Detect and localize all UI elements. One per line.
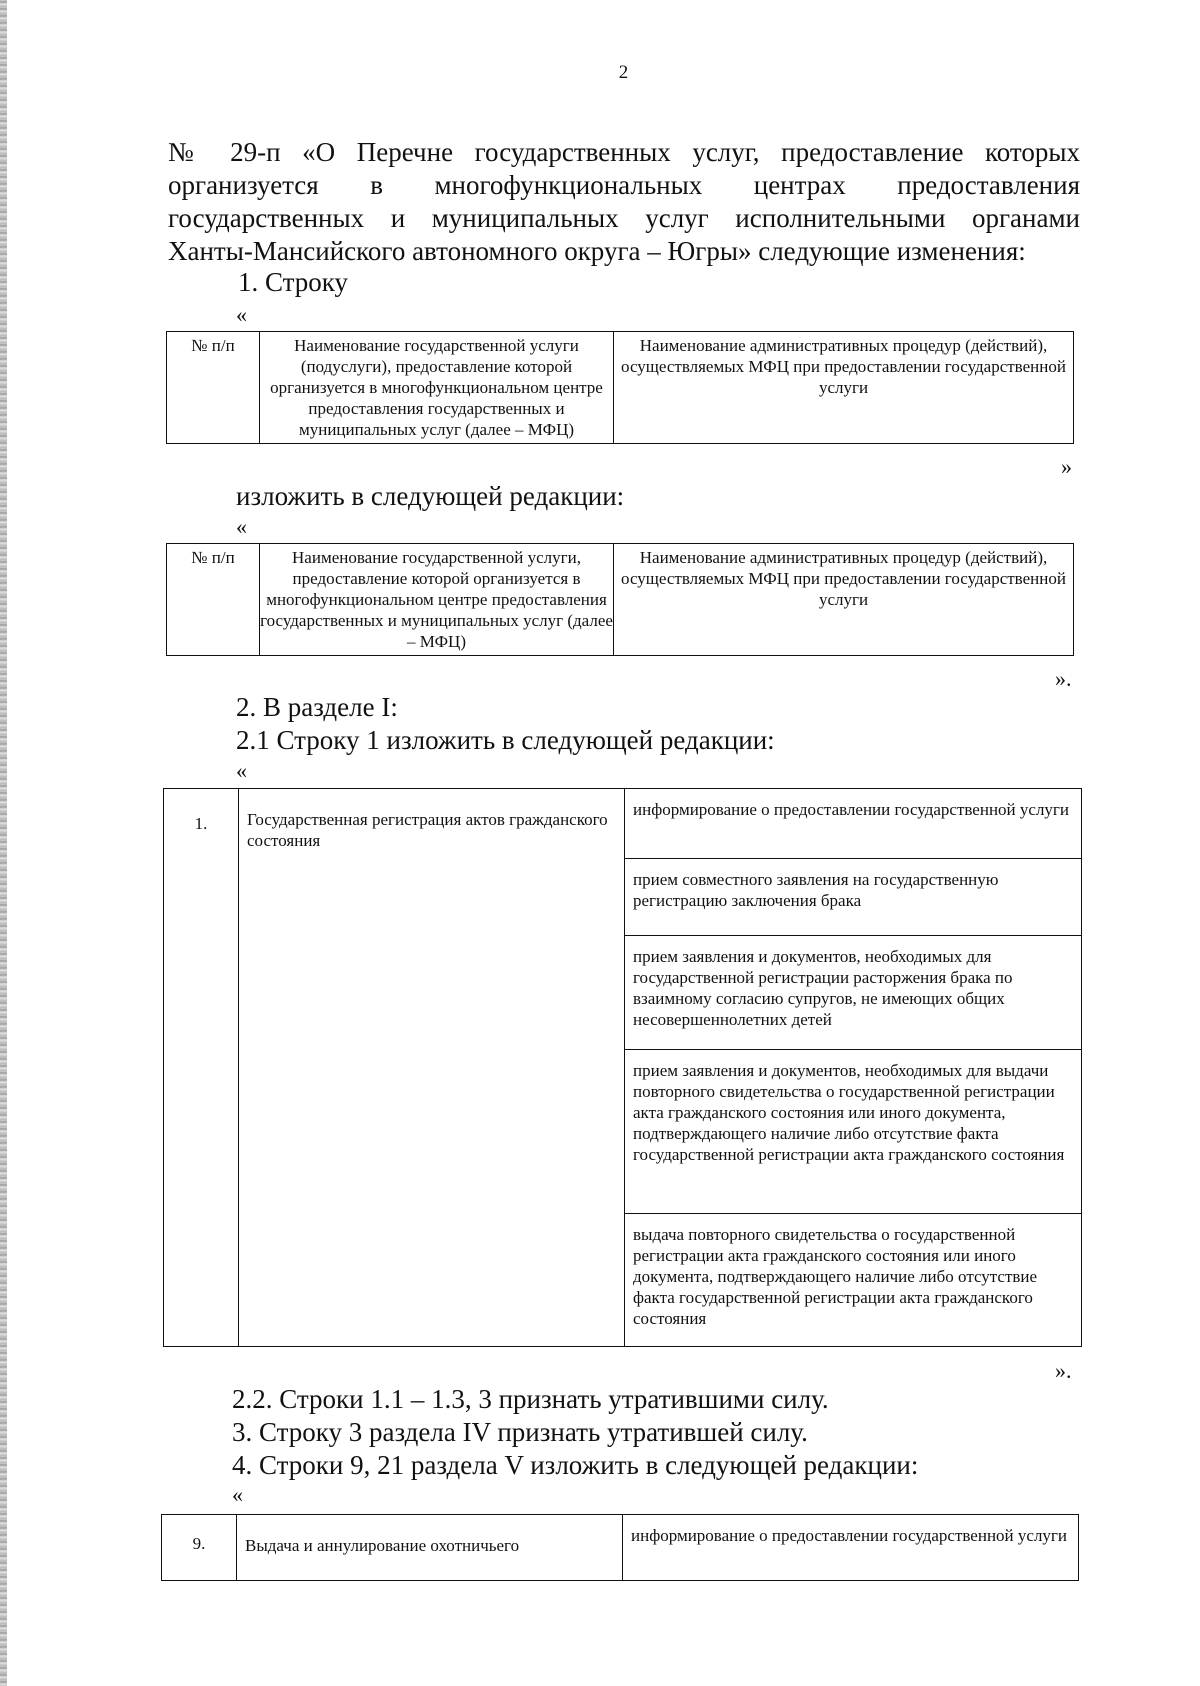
row-1-service-name: Государственная регистрация актов гражданского состояния (239, 789, 625, 1347)
close-quote-2: ». (1055, 666, 1072, 691)
old-header-table (166, 331, 1074, 444)
old-header-num: № п/п (167, 332, 260, 444)
close-quote-1: » (1061, 454, 1072, 479)
new-header-procedures: Наименование административных процедур (действий), осуществляемых МФЦ при предоставлении государственной услуги (614, 544, 1074, 656)
open-quote-4: « (232, 1482, 243, 1507)
intro-line-4: Ханты-Мансийского автономного округа – Югры» следующие изменения: (168, 236, 1026, 266)
open-quote-2: « (236, 514, 247, 539)
item-2-1-heading: 2.1 Строку 1 изложить в следующей редакции: (236, 725, 775, 755)
scan-edge (0, 0, 7, 1686)
intro-line-2: организуется в многофункциональных центрах предоставления (168, 170, 1080, 200)
page-number: 2 (618, 62, 629, 83)
open-quote-3: « (236, 758, 247, 783)
row-1-table (163, 788, 1082, 1347)
item-1-heading: 1. Строку (238, 267, 349, 297)
item-2-heading: 2. В разделе I: (236, 692, 398, 722)
old-header-name: Наименование государственной услуги (подуслуги), предоставление которой организуется в многофункциональном центре предоставления государственных и муниципальных услуг (далее – МФЦ) (260, 332, 614, 444)
row-1-procedure-1: информирование о предоставлении государственной услуги (625, 789, 1082, 859)
old-header-procedures: Наименование административных процедур (действий), осуществляемых МФЦ при предоставлении государственной услуги (614, 332, 1074, 444)
open-quote-1: « (236, 302, 247, 327)
item-4-heading: 4. Строки 9, 21 раздела V изложить в следующей редакции: (232, 1450, 919, 1480)
new-header-table (166, 543, 1074, 656)
row-9-procedure-1: информирование о предоставлении государственной услуги (623, 1515, 1079, 1581)
item-3-heading: 3. Строку 3 раздела IV признать утратившей силу. (232, 1417, 808, 1447)
item-2-2-heading: 2.2. Строки 1.1 – 1.3, 3 признать утратившими силу. (232, 1384, 829, 1414)
row-1-procedure-4: прием заявления и документов, необходимых для выдачи повторного свидетельства о государственной регистрации акта гражданского состояния или иного документа, подтверждающего наличие либо отсутствие факта государственной регистрации акта гражданского состояния (625, 1050, 1082, 1214)
row-1-procedure-2: прием совместного заявления на государственную регистрацию заключения брака (625, 859, 1082, 936)
intro-line-1: № 29-п «О Перечне государственных услуг, предоставление которых (168, 137, 1080, 167)
new-header-name: Наименование государственной услуги, предоставление которой организуется в многофункциональном центре предоставления государственных и муниципальных услуг (далее – МФЦ) (260, 544, 614, 656)
close-quote-3: ». (1055, 1358, 1072, 1383)
row-1-number: 1. (164, 789, 239, 1347)
row-1-procedure-3: прием заявления и документов, необходимых для государственной регистрации расторжения брака по взаимному согласию супругов, не имеющих общих несовершеннолетних детей (625, 936, 1082, 1050)
intro-line-3: государственных и муниципальных услуг исполнительными органами (168, 203, 1080, 233)
row-9-service-name: Выдача и аннулирование охотничьего (237, 1515, 623, 1581)
new-header-num: № п/п (167, 544, 260, 656)
row-9-table (161, 1514, 1079, 1581)
row-1-procedure-5: выдача повторного свидетельства о государственной регистрации акта гражданского состояния или иного документа, подтверждающего наличие либо отсутствие факта государственной регистрации акта гражданского состояния (625, 1214, 1082, 1347)
row-9-number: 9. (162, 1515, 237, 1581)
item-1-new-heading: изложить в следующей редакции: (236, 481, 625, 511)
